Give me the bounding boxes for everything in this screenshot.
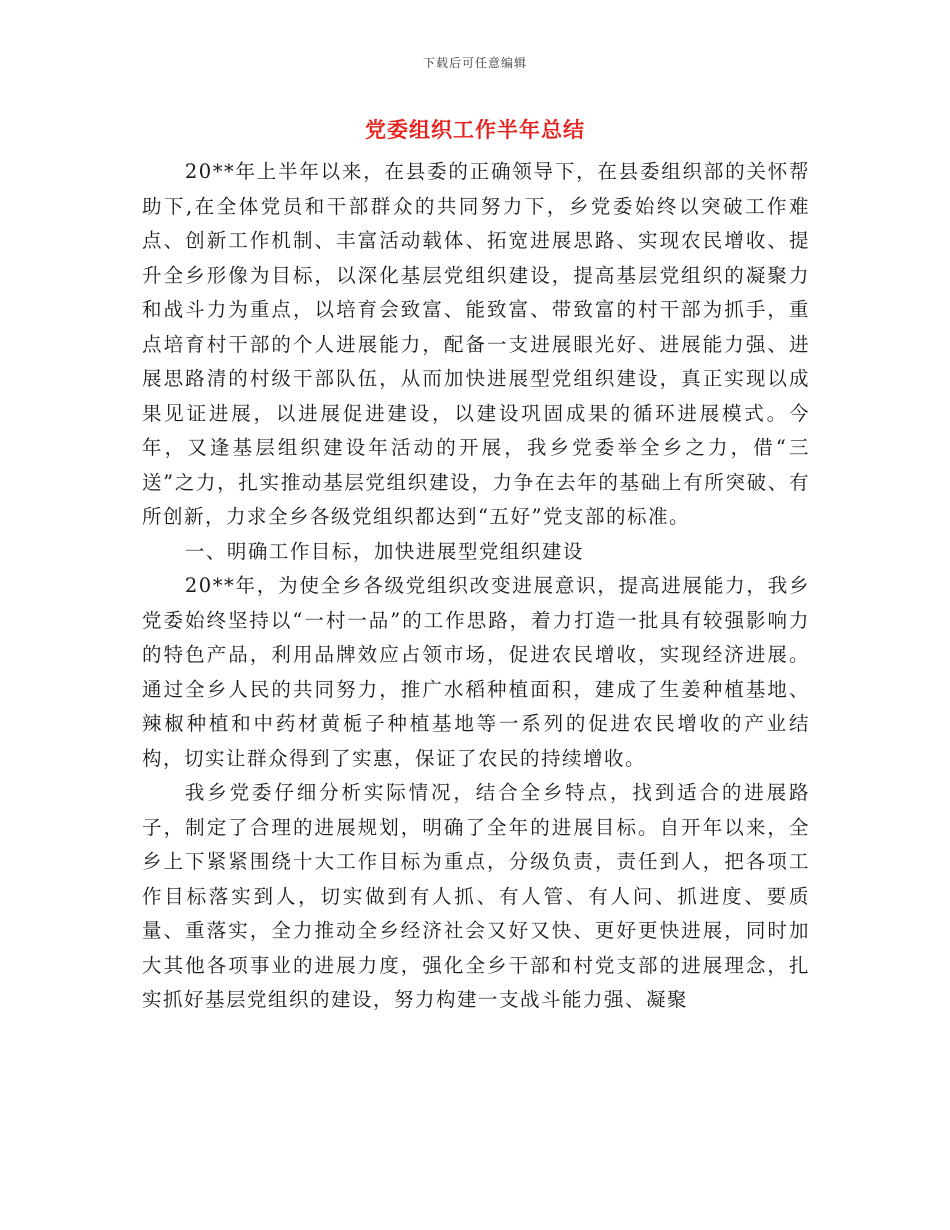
section-heading-1: 一、明确工作目标，加快进展型党组织建设 [184,539,584,563]
paragraph-section-1b: 我乡党委仔细分析实际情况，结合全乡特点，找到适合的进展路子，制定了合理的进展规划，明确了全年的进展目标。自开年以来，全乡上下紧紧围绕十大工作目标为重点，分级负责，责任到人，把各项工作目标落实到人，切实做到有人抓、有人管、有人问、抓进度、要质量、重落实，全力推动全乡经济社会又好又快、更好更快进展，同时加大其他各项事业的进展力度，强化全乡干部和村党支部的进展理念，扎实抓好基层党组织的建设，努力构建一支战斗能力强、凝聚 [142,781,810,1011]
header-note: 下载后可任意编辑 [422,56,527,70]
document-title: 党委组织工作半年总结 [365,118,585,142]
paragraph-intro: 20**年上半年以来，在县委的正确领导下，在县委组织部的关怀帮助下,在全体党员和干部群众的共同努力下，乡党委始终以突破工作难点、创新工作机制、丰富活动载体、拓宽进展思路、实现农民增收、提升全乡形像为目标，以深化基层党组织建设，提高基层党组织的凝聚力和战斗力为重点，以培育会致富、能致富、带致富的村干部为抓手，重点培育村干部的个人进展能力，配备一支进展眼光好、进展能力强、进展思路清的村级干部队伍，从而加快进展型党组织建设，真正实现以成果见证进展，以进展促进建设，以建设巩固成果的循环进展模式。今年，又逢基层组织建设年活动的开展，我乡党委举全乡之力，借“三送”之力，扎实推动基层党组织建设，力争在去年的基础上有所突破、有所创新，力求全乡各级党组织都达到“五好”党支部的标准。 [142,160,810,528]
paragraph-section-1a: 20**年，为使全乡各级党组织改变进展意识，提高进展能力，我乡党委始终坚持以“一村一品”的工作思路，着力打造一批具有较强影响力的特色产品，利用品牌效应占领市场，促进农民增收，实现经济进展。通过全乡人民的共同努力，推广水稻种植面积，建成了生姜种植基地、辣椒种植和中药材黄栀子种植基地等一系列的促进农民增收的产业结构，切实让群众得到了实惠，保证了农民的持续增收。 [142,574,810,770]
document-body [142,155,810,1018]
